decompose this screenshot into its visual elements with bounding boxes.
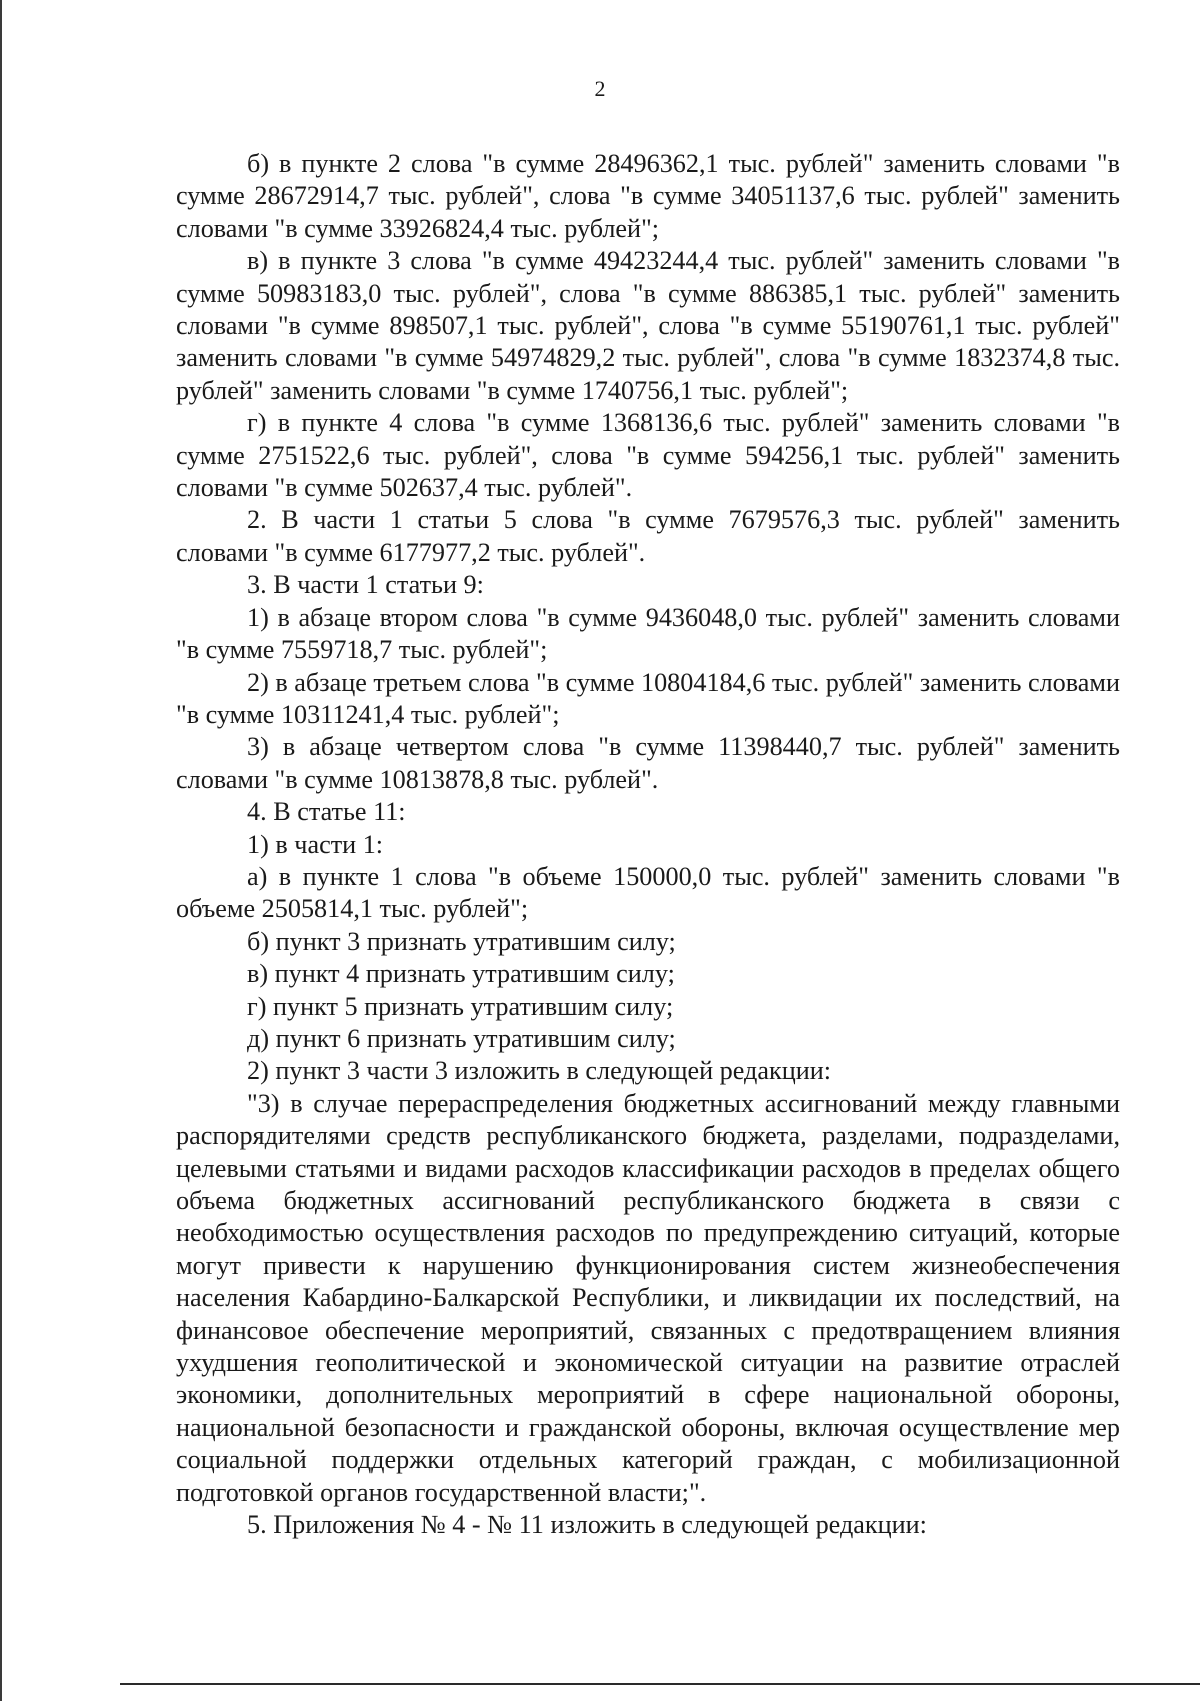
paragraph-1b: б) в пункте 2 слова "в сумме 28496362,1 тыс. рублей" заменить словами "в сумме 28672914,7 тыс. рублей", слова "в сумме 34051137,6 тыс. рублей" заменить словами "в сумме 33926824,4 тыс. рублей";	[176, 149, 1120, 243]
paragraph-4-2-quote: "3) в случае перераспределения бюджетных ассигнований между главными распорядителями средств республиканского бюджета, разделами, подразделами, целевыми статьями и видами расходов классификации расходов в пределах общего объема бюджетных ассигнований республиканского бюджета в связи с необходимостью осуществления расходов по предупреждению ситуаций, которые могут привести к нарушению функционирования систем жизнеобеспечения населения Кабардино-Балкарской Республики, и ликвидации их последствий, на финансовое обеспечение мероприятий, связанных с предотвращением влияния ухудшения геополитической и экономической ситуации на развитие отраслей экономики, дополнительных мероприятий в сфере национальной обороны, национальной безопасности и гражданской обороны, включая осуществление мер социальной поддержки отдельных категорий граждан, с мобилизационной подготовкой органов государственной власти;".	[176, 1088, 1120, 1507]
paragraph-4-1b: б) пункт 3 признать утратившим силу;	[247, 926, 676, 956]
page-number: 2	[594, 76, 606, 101]
paragraph-4-1d: д) пункт 6 признать утратившим силу;	[247, 1023, 676, 1053]
paragraph-1v: в) в пункте 3 слова "в сумме 49423244,4 тыс. рублей" заменить словами "в сумме 50983183,0 тыс. рублей", слова "в сумме 886385,1 тыс. рублей" заменить словами "в сумме 898507,1 тыс. рублей", слова "в сумме 55190761,1 тыс. рублей" заменить словами "в сумме 54974829,2 тыс. рублей", слова "в сумме 1832374,8 тыс. рублей" заменить словами "в сумме 1740756,1 тыс. рублей";	[176, 246, 1120, 405]
scan-left-edge	[0, 0, 2, 1701]
paragraph-3: 3. В части 1 статьи 9:	[247, 570, 484, 600]
paragraph-4-1g: г) пункт 5 признать утратившим силу;	[247, 991, 674, 1021]
paragraph-4-1: 1) в части 1:	[247, 829, 384, 859]
paragraph-4-1a: а) в пункте 1 слова "в объеме 150000,0 тыс. рублей" заменить словами "в объеме 2505814,1 тыс. рублей";	[176, 861, 1120, 924]
paragraph-3-1: 1) в абзаце втором слова "в сумме 9436048,0 тыс. рублей" заменить словами "в сумме 7559718,7 тыс. рублей";	[176, 602, 1120, 665]
paragraph-4: 4. В статье 11:	[247, 797, 406, 827]
paragraph-3-2: 2) в абзаце третьем слова "в сумме 10804184,6 тыс. рублей" заменить словами "в сумме 10311241,4 тыс. рублей";	[176, 667, 1120, 729]
paragraph-2: 2. В части 1 статьи 5 слова "в сумме 7679576,3 тыс. рублей" заменить словами "в сумме 6177977,2 тыс. рублей".	[176, 505, 1120, 567]
paragraph-5: 5. Приложения № 4 - № 11 изложить в следующей редакции:	[247, 1510, 927, 1540]
scan-bottom-edge	[120, 1683, 1200, 1685]
paragraph-4-2: 2) пункт 3 части 3 изложить в следующей редакции:	[247, 1056, 832, 1086]
document-body	[176, 148, 1120, 1541]
paragraph-4-1v: в) пункт 4 признать утратившим силу;	[247, 959, 675, 989]
paragraph-3-3: 3) в абзаце четвертом слова "в сумме 11398440,7 тыс. рублей" заменить словами "в сумме 10813878,8 тыс. рублей".	[176, 732, 1120, 794]
paragraph-1g: г) в пункте 4 слова "в сумме 1368136,6 тыс. рублей" заменить словами "в сумме 2751522,6 тыс. рублей", слова "в сумме 594256,1 тыс. рублей" заменить словами "в сумме 502637,4 тыс. рублей".	[176, 408, 1120, 503]
